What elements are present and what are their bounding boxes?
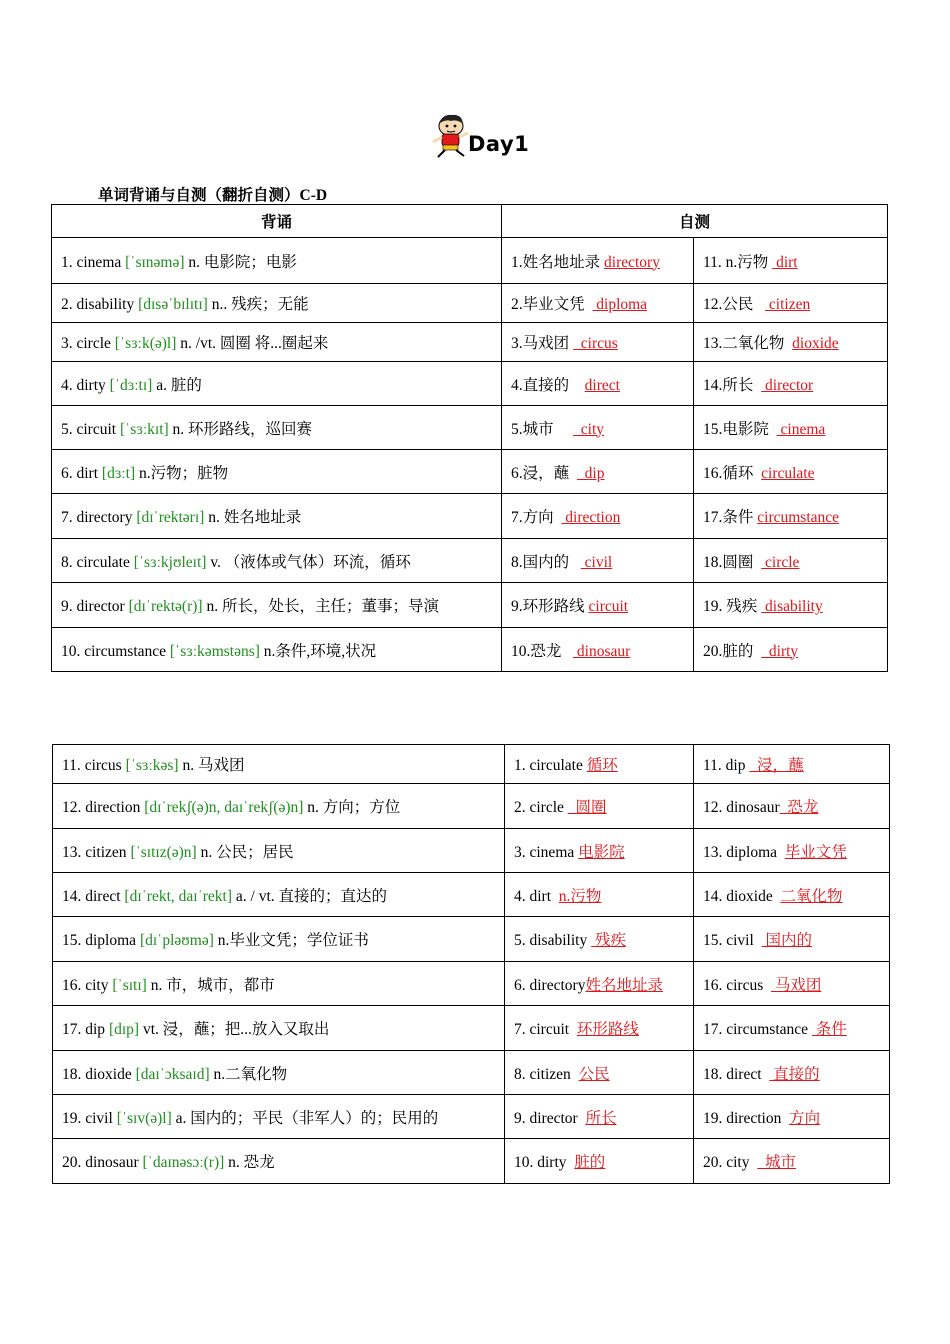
selftest-cell-left — [502, 583, 694, 628]
selftest-cell-right — [694, 583, 888, 628]
entry-meaning: n. 所长，处长，主任；董事；导演 — [202, 598, 439, 615]
entry-number: 16. — [62, 976, 86, 994]
selftest-cell-left — [502, 362, 694, 406]
quiz-prompt: 9. director — [514, 1109, 586, 1127]
quiz-prompt: 2.毕业文凭 — [511, 296, 593, 313]
recite-cell — [52, 628, 502, 672]
entry-number: 11. — [62, 757, 85, 774]
quiz-prompt: 12. dinosaur — [703, 799, 780, 816]
recite-cell — [53, 1095, 505, 1139]
recite-cell — [52, 494, 502, 539]
quiz-prompt: 8. citizen — [514, 1065, 579, 1083]
entry-meaning: a. 脏的 — [152, 376, 202, 394]
quiz-answer: circuit — [588, 598, 629, 615]
quiz-answer: dinosaur — [573, 642, 631, 660]
section-subtitle: 单词背诵与自测（翻折自测）C-D — [98, 187, 328, 204]
selftest-cell-left — [502, 323, 694, 362]
quiz-prompt: 7. circuit — [514, 1021, 577, 1038]
quiz-prompt: 3. cinema — [514, 843, 579, 861]
quiz-answer: 城市 — [757, 1154, 797, 1171]
quiz-prompt: 10.恐龙 — [511, 642, 574, 660]
entry-word: circus — [84, 757, 122, 774]
quiz-answer: citizen — [765, 296, 811, 313]
table-row — [53, 745, 890, 784]
selftest-cell-right — [694, 406, 888, 450]
selftest-cell-right — [694, 917, 890, 962]
table-row — [52, 323, 888, 362]
selftest-cell-left — [505, 745, 694, 784]
table-row — [53, 784, 890, 829]
recite-cell — [52, 450, 502, 494]
quiz-answer: dip — [576, 464, 605, 482]
entry-word: dirt — [76, 464, 99, 482]
quiz-answer: 方向 — [789, 1109, 821, 1127]
quiz-prompt: 7.方向 — [511, 509, 562, 526]
entry-pronunciation: [ˈdɜːtɪ] — [109, 376, 153, 394]
quiz-answer: 所长 — [585, 1109, 617, 1127]
page-title: Day1 — [468, 132, 530, 156]
quiz-answer: 浸，蘸 — [749, 757, 804, 774]
quiz-prompt: 5. disability — [514, 932, 592, 949]
quiz-prompt: 11. n.污物 — [703, 253, 773, 271]
quiz-prompt: 19. direction — [703, 1109, 790, 1127]
quiz-prompt: 6. directory — [514, 976, 586, 994]
quiz-answer: circulate — [761, 464, 815, 482]
selftest-cell-right — [694, 1006, 890, 1051]
table-row — [53, 1095, 890, 1139]
selftest-cell-left — [502, 284, 694, 323]
entry-pronunciation: [ˈsɜːk(ə)l] — [114, 335, 177, 352]
quiz-answer: 毕业文凭 — [784, 843, 847, 861]
quiz-answer: 条件 — [811, 1021, 847, 1038]
entry-number: 2. — [61, 296, 77, 313]
selftest-cell-left — [505, 873, 694, 917]
table-row — [53, 1139, 890, 1184]
entry-word: circuit — [76, 420, 117, 438]
recite-cell — [53, 829, 505, 873]
recite-cell — [52, 539, 502, 583]
selftest-cell-right — [694, 323, 888, 362]
entry-pronunciation: [ˈsɪtɪz(ə)n] — [130, 843, 197, 861]
recite-cell — [53, 1139, 505, 1184]
selftest-cell-right — [694, 829, 890, 873]
entry-number: 14. — [62, 887, 86, 905]
entry-meaning: n. 马戏团 — [178, 757, 245, 774]
entry-word: circulate — [76, 553, 130, 571]
table-row — [53, 962, 890, 1006]
entry-pronunciation: [dɪˈrektərɪ] — [136, 509, 205, 526]
table-row — [52, 539, 888, 583]
recite-cell — [53, 962, 505, 1006]
quiz-prompt: 19. 残疾 — [703, 598, 762, 615]
selftest-cell-left — [502, 494, 694, 539]
quiz-prompt: 20.脏的 — [703, 642, 762, 660]
selftest-cell-left — [505, 1139, 694, 1184]
recite-cell — [52, 284, 502, 323]
entry-number: 9. — [61, 598, 77, 615]
entry-meaning: n. 公民；居民 — [196, 843, 294, 861]
recite-cell — [53, 1006, 505, 1051]
entry-meaning: n.条件,环境,状况 — [259, 642, 377, 660]
table-row — [52, 494, 888, 539]
table-row — [52, 406, 888, 450]
entry-pronunciation: [ˈsɜːkəmstəns] — [169, 642, 260, 660]
recite-cell — [52, 362, 502, 406]
selftest-cell-left — [502, 406, 694, 450]
entry-word: direction — [85, 799, 141, 816]
recite-cell — [53, 1051, 505, 1095]
quiz-prompt: 13. diploma — [703, 843, 785, 861]
header-selftest: 自测 — [502, 205, 888, 238]
recite-cell — [53, 917, 505, 962]
selftest-cell-left — [502, 628, 694, 672]
entry-word: civil — [85, 1109, 113, 1127]
quiz-prompt: 16. circus — [703, 976, 772, 994]
selftest-cell-right — [694, 362, 888, 406]
entry-meaning: n. 环形路线，巡回赛 — [168, 420, 313, 438]
entry-number: 4. — [61, 376, 77, 394]
entry-word: dirty — [76, 376, 106, 394]
table-row — [53, 873, 890, 917]
quiz-prompt: 17. circumstance — [703, 1021, 812, 1038]
page-header — [428, 112, 548, 162]
entry-meaning: n. 电影院；电影 — [184, 253, 297, 271]
selftest-cell-right — [694, 450, 888, 494]
entry-word: circumstance — [84, 642, 167, 660]
entry-number: 15. — [62, 932, 86, 949]
quiz-prompt: 11. dip — [703, 757, 750, 774]
quiz-answer: 姓名地址录 — [585, 976, 663, 994]
selftest-cell-right — [694, 494, 888, 539]
table-row — [52, 628, 888, 672]
quiz-answer: 恐龙 — [779, 799, 819, 816]
quiz-answer: direct — [584, 376, 620, 394]
quiz-prompt: 15. civil — [703, 932, 762, 949]
selftest-cell-left — [505, 962, 694, 1006]
entry-meaning: n. 恐龙 — [224, 1154, 275, 1171]
selftest-cell-right — [694, 1095, 890, 1139]
entry-pronunciation: [daɪˈɔksaɪd] — [135, 1065, 210, 1083]
quiz-answer: circus — [573, 335, 618, 352]
quiz-answer: dirt — [772, 253, 798, 271]
entry-pronunciation: [ˈsɜːkɪt] — [119, 420, 169, 438]
quiz-answer: director — [761, 376, 814, 394]
quiz-answer: 脏的 — [574, 1154, 606, 1171]
quiz-answer: dirty — [761, 642, 799, 660]
entry-number: 18. — [62, 1065, 86, 1083]
table-row — [52, 362, 888, 406]
header-recite: 背诵 — [52, 205, 502, 238]
entry-word: circle — [76, 335, 111, 352]
quiz-answer: 二氧化物 — [780, 887, 843, 905]
quiz-prompt: 5.城市 — [511, 420, 574, 438]
entry-pronunciation: [ˈsɪv(ə)l] — [116, 1109, 172, 1127]
entry-number: 12. — [62, 799, 86, 816]
quiz-prompt: 18.圆圈 — [703, 553, 762, 571]
quiz-answer: civil — [580, 553, 613, 571]
table-row — [52, 450, 888, 494]
quiz-prompt: 4.直接的 — [511, 376, 585, 394]
table-row — [52, 284, 888, 323]
entry-pronunciation: [dɪsəˈbɪlɪtɪ] — [138, 296, 208, 313]
selftest-cell-right — [694, 1139, 890, 1184]
selftest-cell-left — [502, 539, 694, 583]
entry-pronunciation: [ˈsɜːkjʊleɪt] — [133, 553, 207, 571]
entry-word: director — [76, 598, 125, 615]
selftest-cell-left — [505, 917, 694, 962]
table-row — [53, 829, 890, 873]
recite-cell — [52, 238, 502, 284]
entry-number: 3. — [61, 335, 77, 352]
recite-cell — [52, 406, 502, 450]
selftest-cell-right — [694, 539, 888, 583]
quiz-answer: direction — [561, 509, 621, 526]
selftest-cell-right — [694, 745, 890, 784]
selftest-cell-right — [694, 1051, 890, 1095]
quiz-prompt: 2. circle — [514, 799, 568, 816]
entry-meaning: v. （液体或气体）环流，循环 — [206, 553, 411, 571]
quiz-prompt: 8.国内的 — [511, 553, 581, 571]
entry-pronunciation: [dɪˈpləʊmə] — [139, 932, 214, 949]
quiz-prompt: 18. direct — [703, 1065, 770, 1083]
quiz-prompt: 13.二氧化物 — [703, 335, 793, 352]
selftest-cell-left — [502, 238, 694, 284]
recite-cell — [52, 323, 502, 362]
table-row — [53, 1051, 890, 1095]
table-row — [53, 917, 890, 962]
quiz-answer: 国内的 — [761, 932, 812, 949]
quiz-prompt: 15.电影院 — [703, 420, 777, 438]
quiz-answer: 直接的 — [769, 1065, 820, 1083]
entry-number: 8. — [61, 553, 77, 571]
entry-number: 5. — [61, 420, 77, 438]
entry-meaning: n. /vt. 圆圈 将...圈起来 — [176, 335, 329, 352]
quiz-prompt: 16.循环 — [703, 464, 762, 482]
quiz-prompt: 17.条件 — [703, 509, 758, 526]
table-row — [53, 1006, 890, 1051]
entry-word: cinema — [76, 253, 122, 271]
entry-number: 20. — [62, 1154, 86, 1171]
quiz-answer: directory — [604, 253, 660, 271]
quiz-answer: 环形路线 — [576, 1021, 639, 1038]
quiz-prompt: 6.浸，蘸 — [511, 464, 577, 482]
quiz-prompt: 1. circulate — [514, 757, 587, 774]
table-row — [52, 583, 888, 628]
entry-word: diploma — [85, 932, 137, 949]
quiz-prompt: 20. city — [703, 1154, 758, 1171]
quiz-answer: 电影院 — [578, 843, 625, 861]
selftest-cell-left — [505, 1095, 694, 1139]
selftest-cell-right — [694, 873, 890, 917]
entry-meaning: n. 市，城市，都市 — [146, 976, 275, 994]
selftest-cell-left — [505, 1051, 694, 1095]
selftest-cell-right — [694, 238, 888, 284]
quiz-answer: 马戏团 — [771, 976, 822, 994]
quiz-prompt: 4. dirt — [514, 887, 559, 905]
quiz-answer: diploma — [592, 296, 648, 313]
entry-word: citizen — [85, 843, 127, 861]
table-row — [52, 238, 888, 284]
entry-pronunciation: [dɪˈrekʃ(ə)n, daɪˈrekʃ(ə)n] — [144, 799, 304, 816]
quiz-answer: circle — [761, 553, 800, 571]
selftest-cell-right — [694, 962, 890, 1006]
entry-meaning: n.. 残疾；无能 — [207, 296, 309, 313]
quiz-prompt: 3.马戏团 — [511, 335, 574, 352]
entry-meaning: a. 国内的；平民（非军人）的；民用的 — [171, 1109, 439, 1127]
entry-word: dioxide — [85, 1065, 132, 1083]
recite-cell — [53, 873, 505, 917]
quiz-answer: 循环 — [586, 757, 618, 774]
entry-word: directory — [76, 509, 133, 526]
entry-pronunciation: [dɪˈrektə(r)] — [128, 598, 203, 615]
quiz-answer: cinema — [776, 420, 826, 438]
selftest-cell-left — [505, 1006, 694, 1051]
quiz-answer: 圆圈 — [567, 799, 607, 816]
entry-number: 10. — [61, 642, 85, 660]
vocab-table-1 — [51, 204, 888, 672]
entry-word: dinosaur — [85, 1154, 139, 1171]
quiz-prompt: 9.环形路线 — [511, 598, 589, 615]
quiz-answer: dioxide — [792, 335, 839, 352]
selftest-cell-right — [694, 628, 888, 672]
quiz-prompt: 14. dioxide — [703, 887, 781, 905]
entry-meaning: a. / vt. 直接的；直达的 — [232, 887, 388, 905]
entry-number: 6. — [61, 464, 77, 482]
quiz-answer: n.污物 — [558, 887, 602, 905]
entry-word: disability — [76, 296, 135, 313]
entry-meaning: vt. 浸，蘸；把...放入又取出 — [139, 1021, 330, 1038]
entry-number: 17. — [62, 1021, 86, 1038]
entry-meaning: n. 姓名地址录 — [204, 509, 302, 526]
entry-pronunciation: [ˈdaɪnəsɔː(r)] — [142, 1154, 225, 1171]
quiz-prompt: 1.姓名地址录 — [511, 253, 605, 271]
entry-word: direct — [85, 887, 121, 905]
selftest-cell-left — [502, 450, 694, 494]
entry-number: 19. — [62, 1109, 86, 1127]
recite-cell — [53, 784, 505, 829]
entry-pronunciation: [dɪˈrekt, daɪˈrekt] — [124, 887, 233, 905]
selftest-cell-left — [505, 829, 694, 873]
quiz-answer: 残疾 — [591, 932, 626, 949]
entry-pronunciation: [ˈsɪtɪ] — [112, 976, 147, 994]
quiz-answer: 公民 — [578, 1065, 610, 1083]
recite-cell — [53, 745, 505, 784]
quiz-answer: disability — [761, 598, 823, 615]
entry-meaning: n.污物；脏物 — [135, 464, 229, 482]
selftest-cell-left — [505, 784, 694, 829]
entry-pronunciation: [ˈsɪnəmə] — [125, 253, 185, 271]
entry-word: city — [85, 976, 109, 994]
entry-word: dip — [85, 1021, 106, 1038]
selftest-cell-right — [694, 284, 888, 323]
entry-pronunciation: [dɪp] — [108, 1021, 140, 1038]
entry-number: 13. — [62, 843, 86, 861]
entry-number: 7. — [61, 509, 77, 526]
entry-pronunciation: [ˈsɜːkəs] — [125, 757, 179, 774]
entry-meaning: n.二氧化物 — [209, 1065, 288, 1083]
quiz-prompt: 14.所长 — [703, 376, 762, 394]
entry-meaning: n.毕业文凭；学位证书 — [213, 932, 369, 949]
vocab-table-2 — [52, 744, 890, 1184]
entry-number: 1. — [61, 253, 77, 271]
recite-cell — [52, 583, 502, 628]
quiz-prompt: 12.公民 — [703, 296, 766, 313]
selftest-cell-right — [694, 784, 890, 829]
quiz-prompt: 10. dirty — [514, 1154, 575, 1171]
quiz-answer: city — [573, 420, 605, 438]
quiz-answer: circumstance — [757, 509, 840, 526]
entry-pronunciation: [dɜːt] — [101, 464, 136, 482]
entry-meaning: n. 方向；方位 — [303, 799, 401, 816]
